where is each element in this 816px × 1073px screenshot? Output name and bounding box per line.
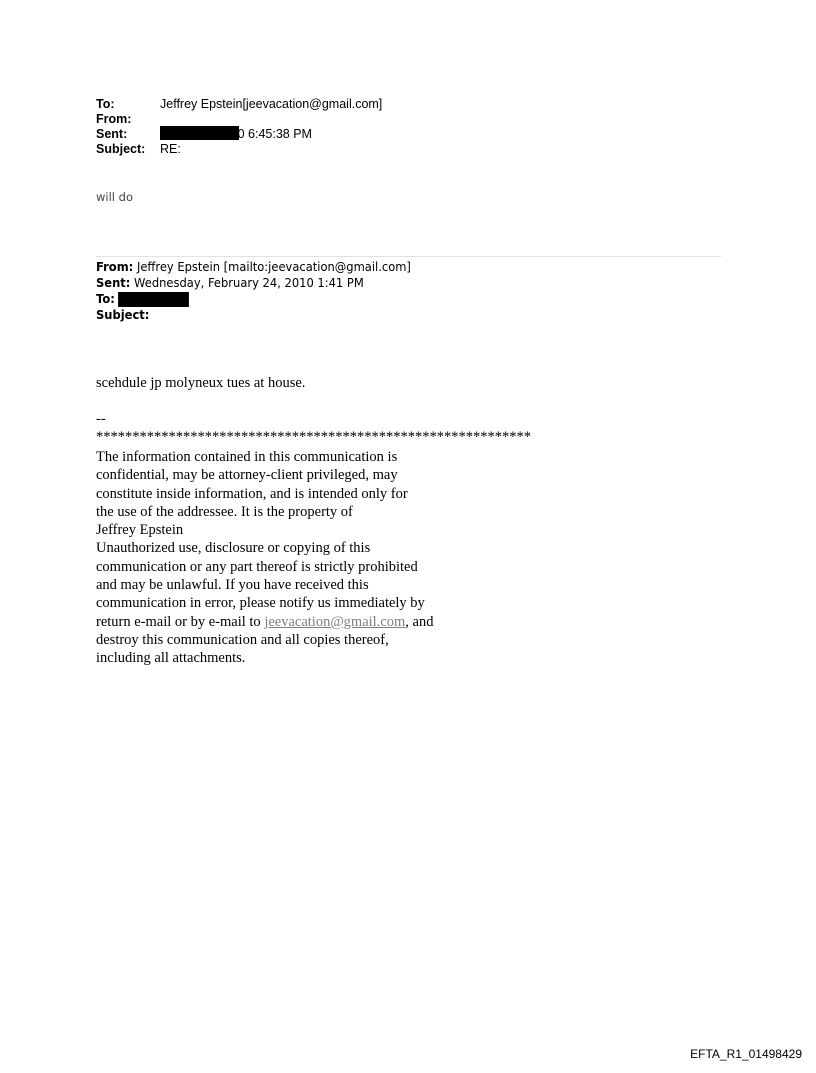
disclaimer-line: and may be unlawful. If you have received this <box>96 577 369 594</box>
subject-value: RE: <box>160 142 181 156</box>
sent-label: Sent: <box>96 127 128 141</box>
quoted-sent-label: Sent: <box>96 275 131 290</box>
sent-row <box>96 127 382 142</box>
disclaimer-line: communication in error, please notify us immediately by <box>96 595 425 612</box>
quote-divider <box>96 256 721 257</box>
subject-row <box>96 142 382 157</box>
quoted-sent-value: Wednesday, February 24, 2010 1:41 PM <box>134 275 364 290</box>
subject-label: Subject: <box>96 142 146 156</box>
quoted-subject-row <box>96 307 411 323</box>
email-header <box>96 97 382 157</box>
signature-dashes: -- <box>96 411 106 427</box>
reply-body: will do <box>96 190 133 204</box>
quoted-to-label: To: <box>96 291 115 306</box>
disclaimer-line: including all attachments. <box>96 650 246 667</box>
disclaimer-line: confidential, may be attorney-client privileged, may <box>96 467 398 484</box>
quoted-from-value: Jeffrey Epstein [mailto:jeevacation@gmail.com] <box>136 259 411 274</box>
to-label: To: <box>96 97 115 111</box>
quoted-header <box>96 259 411 323</box>
to-row <box>96 97 382 112</box>
return-prefix: return e-mail or by e-mail to <box>96 613 265 630</box>
disclaimer-line: constitute inside information, and is intended only for <box>96 485 408 502</box>
from-row <box>96 112 382 127</box>
disclaimer-line: destroy this communication and all copies thereof, <box>96 631 389 648</box>
disclaimer-line: Unauthorized use, disclosure or copying of this <box>96 540 371 557</box>
from-label: From: <box>96 112 132 126</box>
disclaimer-line: Jeffrey Epstein <box>96 522 184 539</box>
quoted-from-label: From: <box>96 259 134 274</box>
signature-stars: ************************************************************ <box>96 429 531 445</box>
email-link[interactable]: jeevacation@gmail.com <box>264 613 406 630</box>
sent-value: Wed 2/24/2010 6:45:38 PM <box>160 127 312 141</box>
disclaimer-line: the use of the addressee. It is the property of <box>96 503 353 520</box>
return-suffix: , and <box>405 613 434 630</box>
disclaimer-return-line <box>96 613 433 631</box>
disclaimer-line: The information contained in this communication is <box>96 449 398 465</box>
to-value: Jeffrey Epstein[jeevacation@gmail.com] <box>160 97 383 111</box>
quoted-from-row <box>96 259 411 275</box>
disclaimer-line: communication or any part thereof is strictly prohibited <box>96 558 418 575</box>
quoted-sent-row <box>96 275 411 291</box>
quoted-subject-label: Subject: <box>96 307 150 322</box>
quoted-message: scehdule jp molyneux tues at house. <box>96 375 306 391</box>
document-id: EFTA_R1_01498429 <box>690 1047 802 1061</box>
quoted-to-row <box>96 291 411 307</box>
redaction-box <box>118 292 189 307</box>
disclaimer <box>96 448 433 668</box>
